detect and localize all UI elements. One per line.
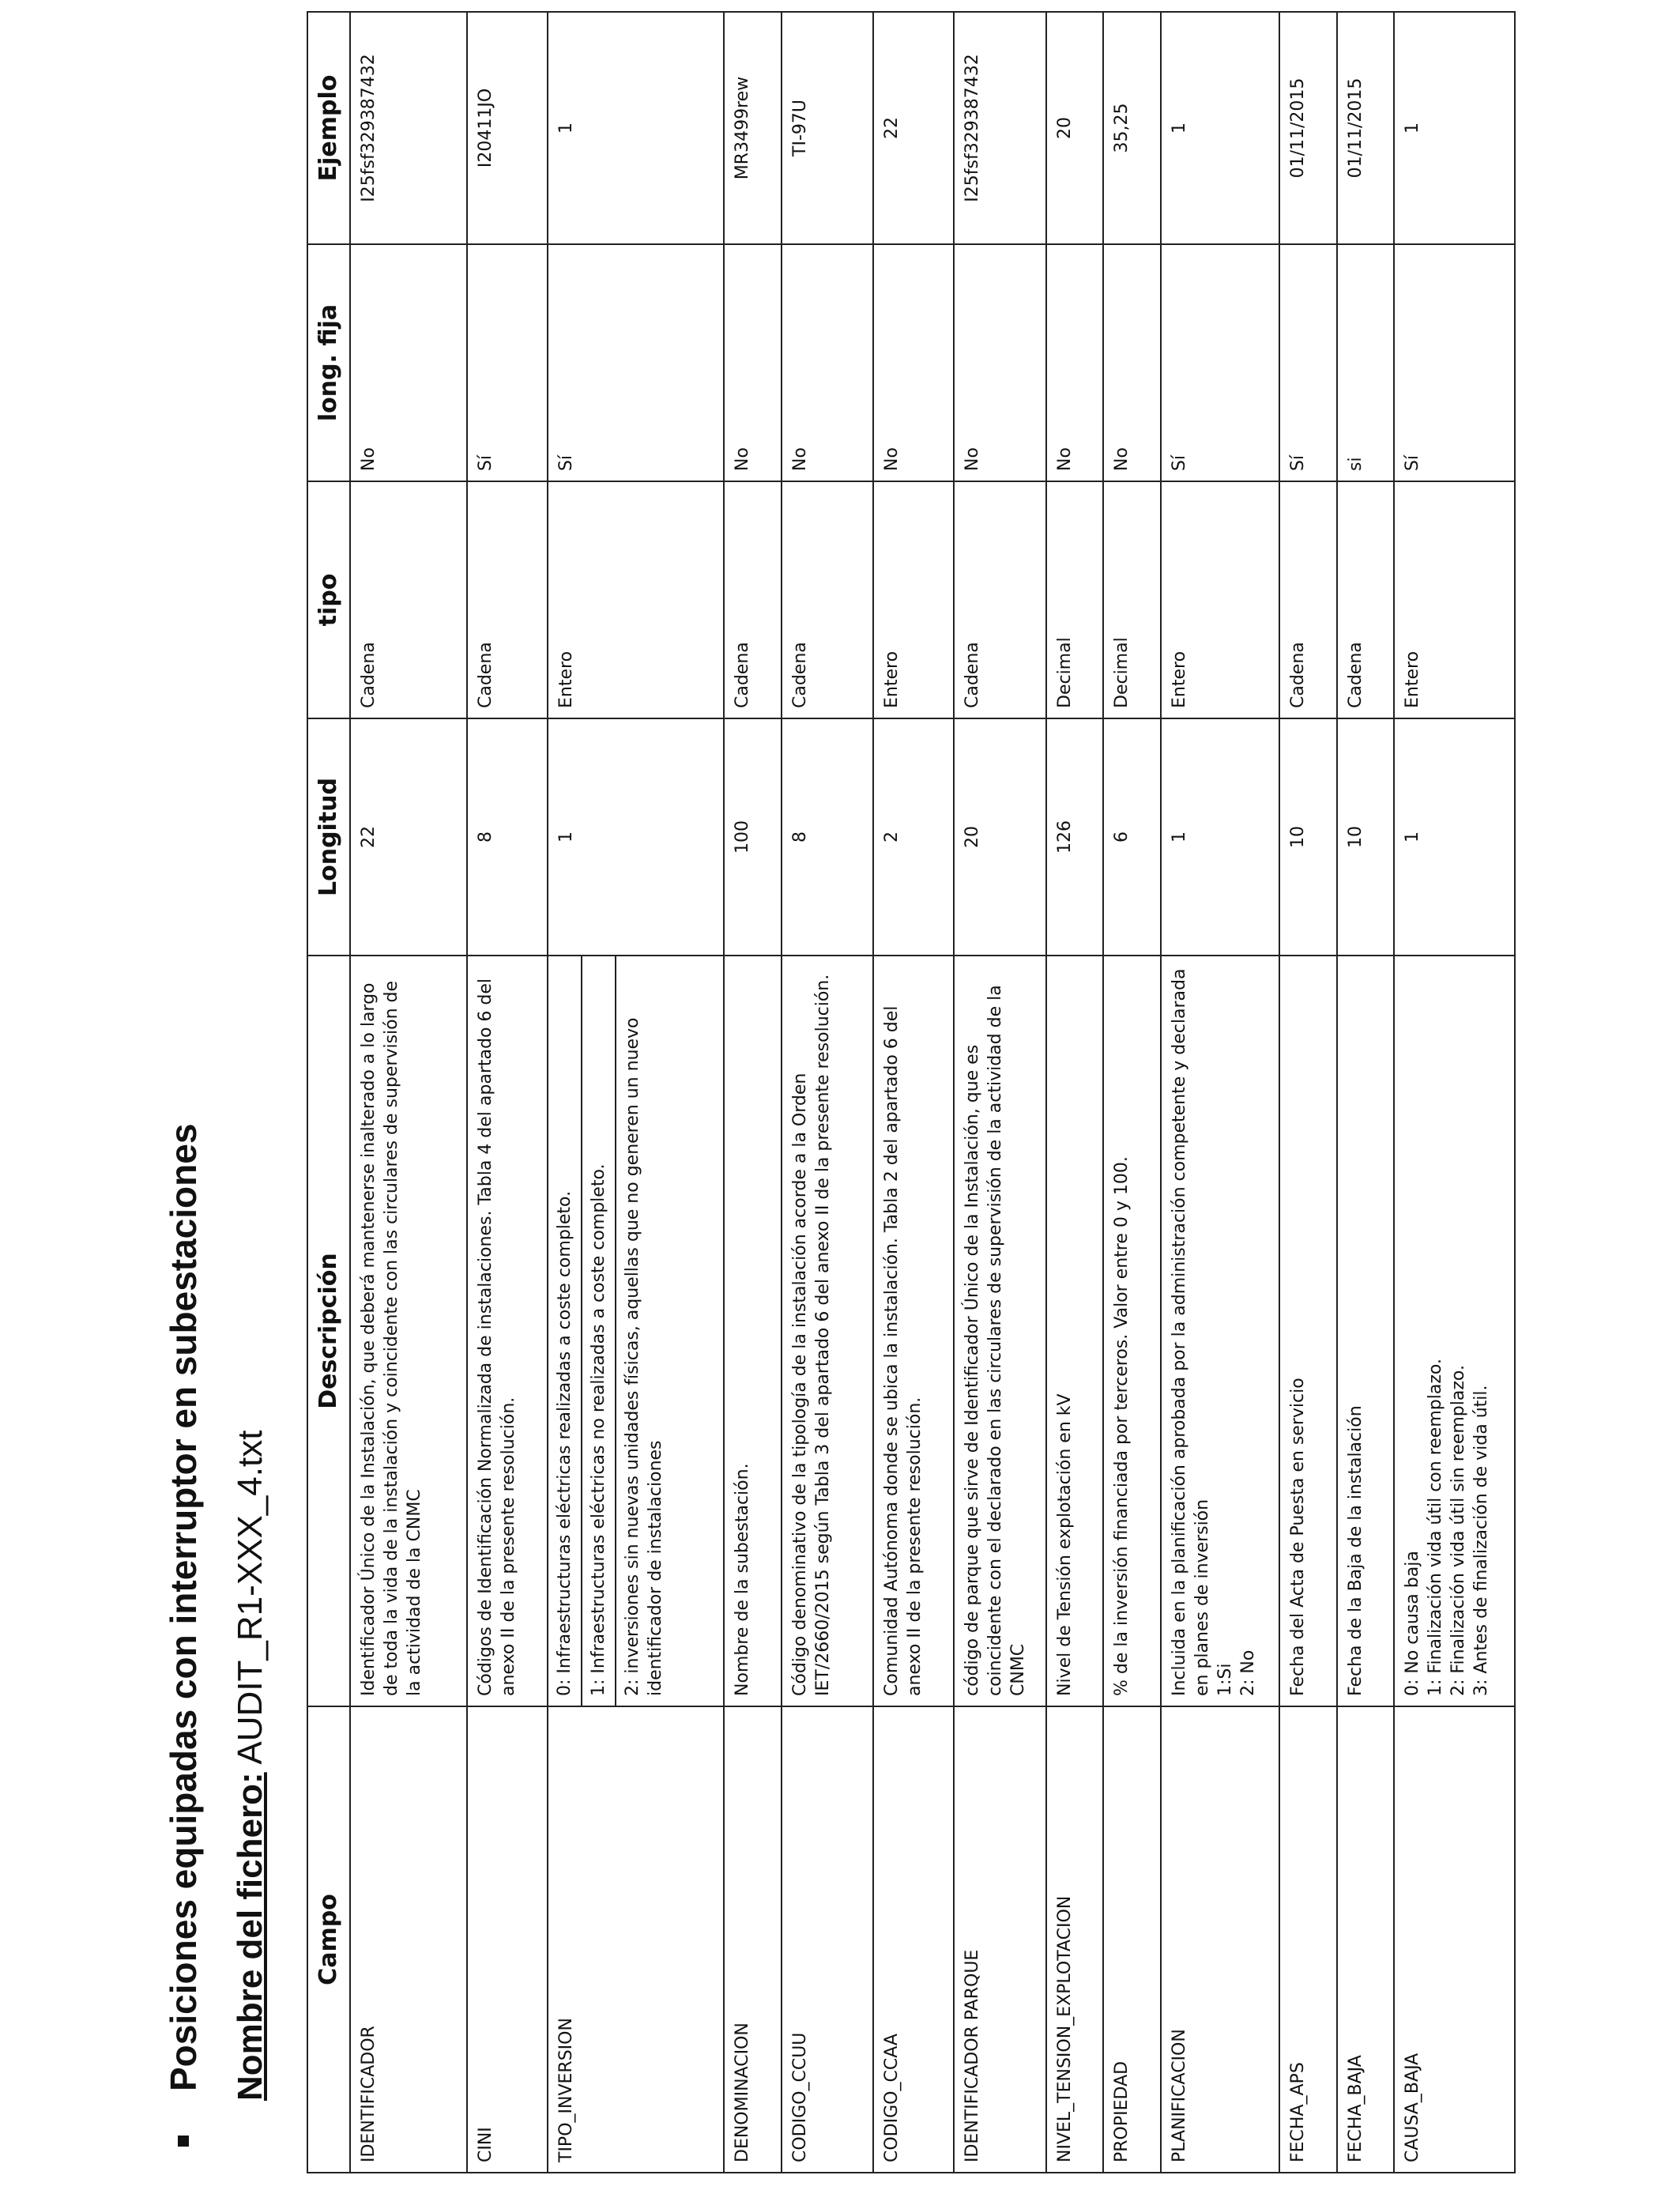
cell-long-fija: No: [873, 244, 954, 481]
description-line: Nivel de Tensión explotación en kV: [1055, 1393, 1075, 1696]
cell-longitud: 22: [350, 718, 468, 956]
table-row: [350, 12, 468, 2173]
column-header-descripcion: Descripción: [307, 956, 350, 1706]
table-row: [724, 12, 781, 2173]
cell-ejemplo: 01/11/2015: [1337, 12, 1394, 244]
cell-longitud: 1: [548, 718, 724, 956]
column-header-long-fija: long. fija: [307, 244, 350, 481]
cell-ejemplo: 01/11/2015: [1279, 12, 1336, 244]
cell-long-fija: No: [782, 244, 874, 481]
table-row: [1337, 12, 1394, 2173]
cell-ejemplo: MR3499rew: [724, 12, 781, 244]
file-name-label: Nombre del fichero:: [231, 1772, 269, 2101]
cell-campo: DENOMINACION: [724, 1706, 781, 2173]
description-line: Fecha de la Baja de la instalación: [1345, 1405, 1365, 1696]
table-header-row: [307, 12, 350, 2173]
description-line: código de parque que sirve de Identificador Único de la Instalación, que es coincidente con el declarado en las circulares de supervisión de la actividad de la CNMC: [962, 985, 1029, 1696]
cell-longitud: 10: [1337, 718, 1394, 956]
description-line: Código denominativo de la tipología de la instalación acorde a la Orden IET/2660/2015 según Tabla 3 del apartado 6 del anexo II de la presente resolución.: [789, 974, 833, 1696]
cell-tipo: Cadena: [350, 481, 468, 718]
cell-ejemplo: I25fsf329387432: [350, 12, 468, 244]
cell-ejemplo: 1: [1394, 12, 1515, 244]
cell-long-fija: si: [1337, 244, 1394, 481]
cell-tipo: Entero: [873, 481, 954, 718]
description-line: 2: inversiones sin nuevas unidades físicas, aquellas que no generen un nuevo identificador de instalaciones: [615, 956, 672, 1706]
cell-long-fija: No: [954, 244, 1046, 481]
cell-long-fija: Sí: [1394, 244, 1515, 481]
cell-longitud: 1: [1161, 718, 1280, 956]
description-line: Códigos de Identificación Normalizada de instalaciones. Tabla 4 del apartado 6 del anexo II de la presente resolución.: [476, 978, 519, 1696]
cell-campo: PLANIFICACION: [1161, 1706, 1280, 2173]
cell-long-fija: No: [724, 244, 781, 481]
cell-ejemplo: 22: [873, 12, 954, 244]
cell-campo: CINI: [467, 1706, 548, 2173]
cell-tipo: Cadena: [782, 481, 874, 718]
description-line: Incluida en la planificación aprobada por la administración competente y declarada en planes de inversión: [1169, 968, 1212, 1696]
file-name-line: [231, 1431, 270, 2101]
table-row: [1394, 12, 1515, 2173]
cell-tipo: Cadena: [1337, 481, 1394, 718]
cell-campo: CODIGO_CCAA: [873, 1706, 954, 2173]
description-line: Comunidad Autónoma donde se ubica la instalación. Tabla 2 del apartado 6 del anexo II de la presente resolución.: [882, 1005, 925, 1696]
column-header-ejemplo: Ejemplo: [307, 12, 350, 244]
section-heading: [162, 1124, 205, 2147]
cell-ejemplo: I25fsf329387432: [954, 12, 1046, 244]
table-row: [1279, 12, 1336, 2173]
cell-tipo: Cadena: [724, 481, 781, 718]
cell-campo: CAUSA_BAJA: [1394, 1706, 1515, 2173]
cell-campo: FECHA_APS: [1279, 1706, 1336, 2173]
cell-descripcion: [873, 956, 954, 1706]
table-row: [548, 12, 724, 2173]
cell-descripcion: [1279, 956, 1336, 1706]
cell-descripcion: [548, 956, 724, 1706]
cell-descripcion: [1394, 956, 1515, 1706]
cell-long-fija: No: [1103, 244, 1160, 481]
cell-campo: FECHA_BAJA: [1337, 1706, 1394, 2173]
cell-descripcion: [724, 956, 781, 1706]
cell-tipo: Decimal: [1046, 481, 1103, 718]
cell-tipo: Entero: [1161, 481, 1280, 718]
cell-descripcion: [954, 956, 1046, 1706]
cell-longitud: 6: [1103, 718, 1160, 956]
description-line: 0: No causa baja: [1402, 1551, 1422, 1696]
cell-longitud: 126: [1046, 718, 1103, 956]
table-row: [873, 12, 954, 2173]
table-row: [954, 12, 1046, 2173]
bullet-icon: [178, 2136, 189, 2147]
table-row: [467, 12, 548, 2173]
cell-descripcion: [1161, 956, 1280, 1706]
cell-ejemplo: I20411JO: [467, 12, 548, 244]
column-header-campo: Campo: [307, 1706, 350, 2173]
cell-ejemplo: 1: [548, 12, 724, 244]
description-line: % de la inversión financiada por terceros. Valor entre 0 y 100.: [1112, 1156, 1132, 1696]
description-line: 2: Finalización vida útil sin reemplazo.: [1448, 1365, 1468, 1696]
description-line: Fecha del Acta de Puesta en servicio: [1288, 1378, 1309, 1696]
file-name-value: AUDIT_R1-XXX_4.txt: [231, 1430, 269, 1765]
cell-longitud: 10: [1279, 718, 1336, 956]
cell-descripcion: [350, 956, 468, 1706]
cell-long-fija: Sí: [1161, 244, 1280, 481]
cell-descripcion: [1046, 956, 1103, 1706]
cell-tipo: Cadena: [1279, 481, 1336, 718]
column-header-tipo: tipo: [307, 481, 350, 718]
cell-descripcion: [467, 956, 548, 1706]
cell-tipo: Decimal: [1103, 481, 1160, 718]
cell-tipo: Cadena: [467, 481, 548, 718]
cell-campo: CODIGO_CCUU: [782, 1706, 874, 2173]
cell-longitud: 100: [724, 718, 781, 956]
table-row: [1161, 12, 1280, 2173]
description-line: 1: Infraestructuras eléctricas no realizadas a coste completo.: [581, 956, 615, 1706]
cell-descripcion: [782, 956, 874, 1706]
cell-tipo: Entero: [548, 481, 724, 718]
cell-long-fija: Sí: [1279, 244, 1336, 481]
description-line: 2: No: [1237, 1649, 1258, 1696]
cell-ejemplo: 20: [1046, 12, 1103, 244]
description-line: 1: Finalización vida útil con reemplazo.: [1425, 1359, 1445, 1696]
section-title: Posiciones equipadas con interruptor en subestaciones: [163, 1123, 204, 2091]
cell-long-fija: Sí: [548, 244, 724, 481]
cell-campo: NIVEL_TENSION_EXPLOTACION: [1046, 1706, 1103, 2173]
cell-longitud: 20: [954, 718, 1046, 956]
cell-long-fija: No: [1046, 244, 1103, 481]
description-line: 1:Si: [1215, 1663, 1235, 1696]
cell-long-fija: No: [350, 244, 468, 481]
cell-longitud: 1: [1394, 718, 1515, 956]
column-header-longitud: Longitud: [307, 718, 350, 956]
description-line: Identificador Único de la Instalación, que deberá mantenerse inalterado a lo largo de toda la vida de la instalación y coincidente con las circulares de supervisión de la actividad de la CNMC: [358, 980, 424, 1696]
cell-tipo: Entero: [1394, 481, 1515, 718]
table-row: [1103, 12, 1160, 2173]
cell-longitud: 2: [873, 718, 954, 956]
description-line: 3: Antes de finalización de vida útil.: [1471, 1385, 1491, 1696]
description-line: 0: Infraestructuras eléctricas realizadas a coste completo.: [555, 1190, 575, 1696]
table-row: [1046, 12, 1103, 2173]
cell-longitud: 8: [782, 718, 874, 956]
cell-tipo: Cadena: [954, 481, 1046, 718]
cell-campo: IDENTIFICADOR PARQUE: [954, 1706, 1046, 2173]
cell-ejemplo: 35,25: [1103, 12, 1160, 244]
table-row: [782, 12, 874, 2173]
cell-descripcion: [1337, 956, 1394, 1706]
cell-campo: TIPO_INVERSION: [548, 1706, 724, 2173]
cell-ejemplo: TI-97U: [782, 12, 874, 244]
description-line: Nombre de la subestación.: [733, 1463, 753, 1696]
cell-campo: IDENTIFICADOR: [350, 1706, 468, 2173]
cell-descripcion: [1103, 956, 1160, 1706]
cell-ejemplo: 1: [1161, 12, 1280, 244]
fields-table: [307, 11, 1516, 2173]
cell-campo: PROPIEDAD: [1103, 1706, 1160, 2173]
cell-longitud: 8: [467, 718, 548, 956]
table-body: [350, 12, 1515, 2173]
cell-long-fija: Sí: [467, 244, 548, 481]
